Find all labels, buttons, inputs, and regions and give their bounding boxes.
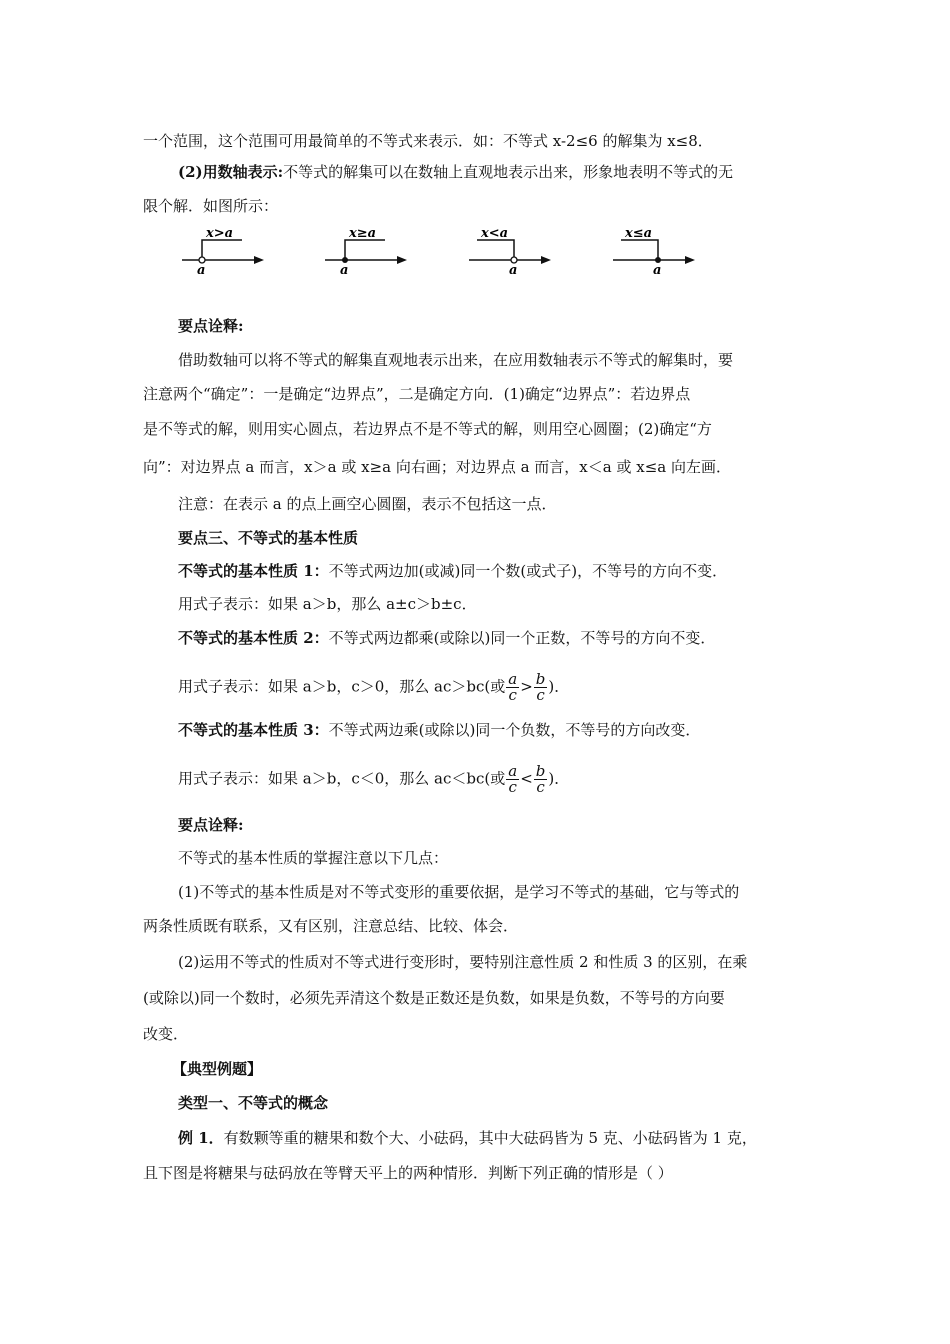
number-line-svg bbox=[178, 225, 268, 278]
text-line: 限个解．如图所示： bbox=[143, 197, 279, 215]
text-span: 不等式两边都乘(或除以)同一个正数，不等号的方向不变． bbox=[328, 629, 716, 647]
axis-label: x≥a bbox=[349, 226, 377, 241]
text-line: (2)运用不等式的性质对不等式进行变形时，要特别注意性质 2 和性质 3 的区别，在乘 bbox=[178, 953, 748, 971]
subheading: (2)用数轴表示: bbox=[178, 163, 284, 181]
solution-bracket bbox=[202, 240, 242, 260]
axis-point-label: a bbox=[653, 263, 662, 278]
text-span: 用式子表示：如果 a＞b，c＜0，那么 ac＜bc(或 bbox=[178, 769, 506, 788]
number-line-svg bbox=[321, 225, 411, 278]
text-span: 用式子表示：如果 a＞b，c＞0，那么 ac＞bc(或 bbox=[178, 677, 506, 696]
axis-point-label: a bbox=[197, 263, 206, 278]
section-heading: 要点诠释: bbox=[178, 317, 244, 335]
number-line-x-gt-a bbox=[178, 225, 268, 279]
text-line: (1)不等式的基本性质是对不等式变形的重要依据，是学习不等式的基础，它与等式的 bbox=[178, 883, 740, 901]
axis-label: x>a bbox=[206, 226, 234, 241]
text-line bbox=[178, 561, 848, 581]
text-line bbox=[178, 1128, 848, 1148]
axis-label: x≤a bbox=[625, 226, 653, 241]
text-span: )． bbox=[548, 677, 570, 696]
numerator: b bbox=[535, 762, 546, 780]
number-line-svg bbox=[609, 225, 699, 278]
text-line: 注意：在表示 a 的点上画空心圆圈，表示不包括这一点． bbox=[178, 495, 557, 513]
text-line: 两条性质既有联系，又有区别，注意总结、比较、体会． bbox=[143, 917, 519, 935]
number-line-x-le-a bbox=[609, 225, 699, 279]
numerator: a bbox=[508, 670, 518, 688]
operator: > bbox=[520, 677, 533, 696]
fraction-b-over-c bbox=[534, 672, 548, 703]
text-line bbox=[178, 720, 848, 740]
property-title: 不等式的基本性质 2： bbox=[178, 629, 329, 647]
formula-line bbox=[178, 672, 848, 703]
text-line: (或除以)同一个数时，必须先弄清这个数是正数还是负数，如果是负数，不等号的方向要 bbox=[143, 989, 725, 1007]
solution-bracket bbox=[621, 240, 658, 260]
text-span: 不等式两边乘(或除以)同一个负数，不等号的方向改变． bbox=[328, 721, 701, 739]
text-line: 改变． bbox=[143, 1025, 189, 1043]
solution-bracket bbox=[345, 240, 385, 260]
section-heading: 要点诠释: bbox=[178, 816, 244, 834]
axis-point-label: a bbox=[340, 263, 349, 278]
axis-arrow bbox=[397, 256, 407, 264]
text-line: 注意两个“确定”：一是确定“边界点”，二是确定方向．(1)确定“边界点”：若边界点 bbox=[143, 385, 691, 403]
solution-bracket bbox=[477, 240, 514, 260]
section-heading: 类型一、不等式的概念 bbox=[178, 1094, 329, 1112]
number-line-svg bbox=[465, 225, 555, 278]
numerator: b bbox=[535, 670, 546, 688]
axis-label: x<a bbox=[481, 226, 509, 241]
property-title: 不等式的基本性质 1： bbox=[178, 562, 329, 580]
denominator: c bbox=[508, 686, 517, 704]
text-span: 有数颗等重的糖果和数个大、小砝码，其中大砝码皆为 5 克、小砝码皆为 1 克， bbox=[223, 1129, 757, 1147]
fraction-a-over-c bbox=[506, 764, 519, 795]
axis-point-label: a bbox=[509, 263, 518, 278]
example-label: 例 1． bbox=[178, 1129, 224, 1147]
text-span: )． bbox=[548, 769, 570, 788]
numerator: a bbox=[508, 762, 518, 780]
text-line: 一个范围，这个范围可用最简单的不等式来表示．如：不等式 x-2≤6 的解集为 x≤8． bbox=[143, 132, 713, 150]
section-heading: 【典型例题】 bbox=[172, 1060, 263, 1078]
operator: < bbox=[520, 769, 533, 788]
text-line: 不等式的基本性质的掌握注意以下几点： bbox=[178, 849, 449, 867]
axis-arrow bbox=[541, 256, 551, 264]
text-line: 借助数轴可以将不等式的解集直观地表示出来，在应用数轴表示不等式的解集时，要 bbox=[178, 351, 734, 369]
formula-line bbox=[178, 764, 848, 795]
text-span: 不等式两边加(或减)同一个数(或式子)，不等号的方向不变． bbox=[328, 562, 728, 580]
section-heading: 要点三、不等式的基本性质 bbox=[178, 529, 359, 547]
text-line: 是不等式的解，则用实心圆点，若边界点不是不等式的解，则用空心圆圈；(2)确定“方 bbox=[143, 420, 712, 438]
denominator: c bbox=[508, 778, 517, 796]
text-line: 用式子表示：如果 a＞b，那么 a±c＞b±c． bbox=[178, 595, 477, 613]
denominator: c bbox=[536, 778, 545, 796]
denominator: c bbox=[536, 686, 545, 704]
fraction-a-over-c bbox=[506, 672, 519, 703]
number-line-x-lt-a bbox=[465, 225, 555, 279]
axis-arrow bbox=[254, 256, 264, 264]
text-line bbox=[178, 628, 848, 648]
text-span: 不等式的解集可以在数轴上直观地表示出来，形象地表明不等式的无 bbox=[283, 163, 734, 181]
fraction-b-over-c bbox=[534, 764, 548, 795]
text-line bbox=[178, 162, 848, 182]
number-line-x-ge-a bbox=[321, 225, 411, 279]
property-title: 不等式的基本性质 3： bbox=[178, 721, 329, 739]
axis-arrow bbox=[685, 256, 695, 264]
text-line: 且下图是将糖果与砝码放在等臂天平上的两种情形．判断下列正确的情形是（ ） bbox=[143, 1164, 673, 1182]
text-line: 向”：对边界点 a 而言，x＞a 或 x≥a 向右画；对边界点 a 而言，x＜a 或 x≤a 向左画． bbox=[143, 458, 731, 476]
